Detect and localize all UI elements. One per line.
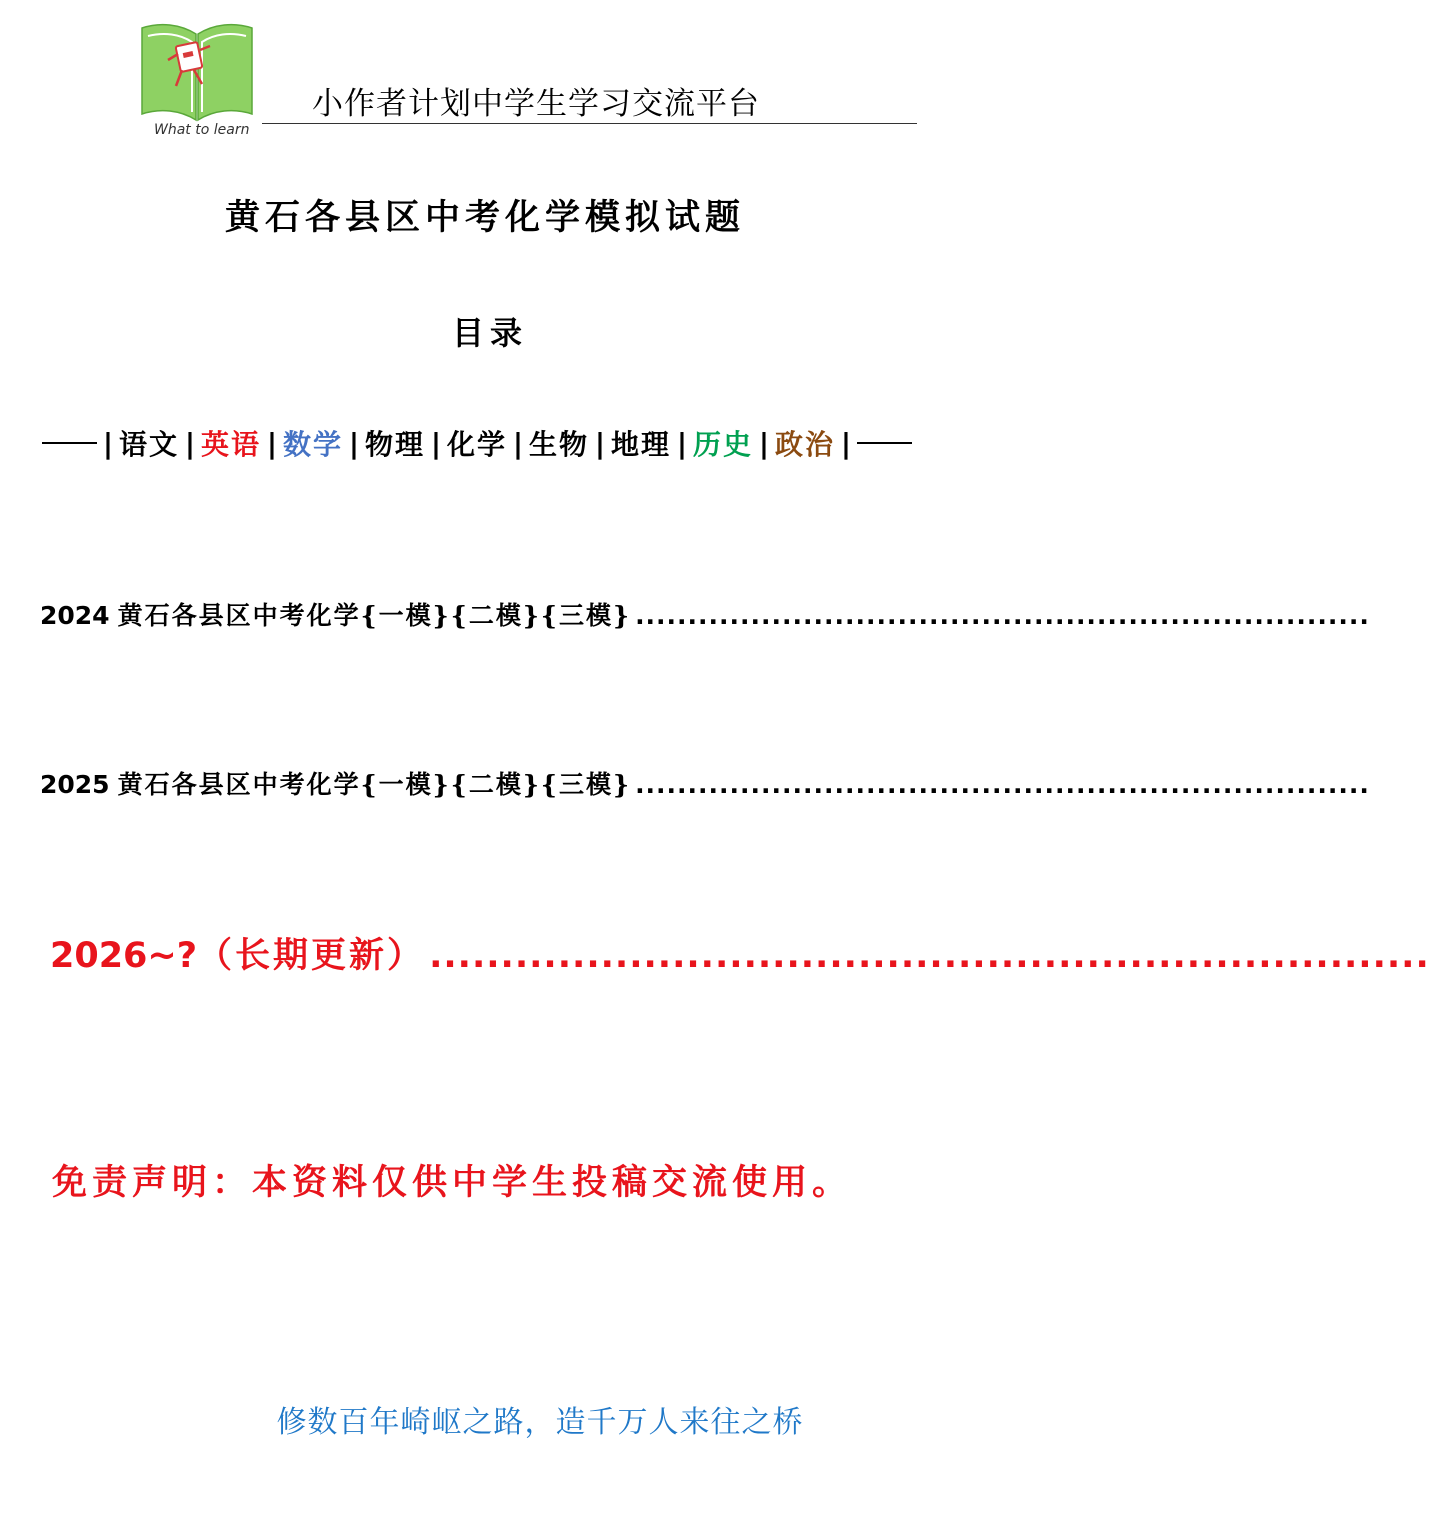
separator: |: [512, 426, 524, 460]
toc-leader-dots: ......................................................................: [635, 770, 1370, 799]
subject-chinese[interactable]: 语文: [118, 428, 179, 461]
platform-name: 小作者计划中学生学习交流平台: [312, 86, 760, 122]
subject-nav: [42, 420, 912, 466]
subject-geography[interactable]: 地理: [610, 428, 671, 461]
toc-leader-dots: ......................................................................: [429, 936, 1430, 976]
right-rule: [857, 442, 912, 444]
disclaimer: 免责声明：本资料仅供中学生投稿交流使用。: [52, 1162, 853, 1203]
separator: |: [184, 426, 196, 460]
left-rule: [42, 442, 97, 444]
logo-caption: What to learn: [154, 122, 250, 138]
separator: |: [594, 426, 606, 460]
footer-motto: 修数百年崎岖之路，造千万人来往之桥: [276, 1405, 804, 1440]
separator: |: [758, 426, 770, 460]
header-divider: [262, 123, 917, 124]
separator: |: [266, 426, 278, 460]
toc-entry-label: 黄石各县区中考化学{一模}{二模}{三模}: [117, 770, 632, 799]
toc-entry-label: （长期更新）: [197, 935, 426, 976]
subject-english[interactable]: 英语: [200, 428, 261, 461]
subject-biology[interactable]: 生物: [528, 428, 589, 461]
subject-math[interactable]: 数学: [282, 428, 343, 461]
toc-entry-2025[interactable]: [40, 765, 1370, 801]
separator: |: [102, 426, 114, 460]
toc-entry-year: 2026~?: [50, 936, 198, 976]
document-title: 黄石各县区中考化学模拟试题: [224, 197, 745, 238]
toc-entry-year: 2025: [40, 770, 110, 799]
separator: |: [676, 426, 688, 460]
logo: [140, 20, 255, 138]
separator: |: [430, 426, 442, 460]
toc-heading: 目录: [451, 314, 528, 352]
subject-chemistry[interactable]: 化学: [446, 428, 507, 461]
toc-leader-dots: ......................................................................: [635, 601, 1370, 630]
subject-physics[interactable]: 物理: [364, 428, 425, 461]
toc-entry-2024[interactable]: [40, 596, 1370, 632]
separator: |: [348, 426, 360, 460]
separator: |: [840, 426, 852, 460]
toc-entry-year: 2024: [40, 601, 110, 630]
toc-entry-future[interactable]: [50, 928, 1430, 978]
subject-politics[interactable]: 政治: [774, 428, 835, 461]
book-logo-icon: [140, 20, 255, 138]
toc-entry-label: 黄石各县区中考化学{一模}{二模}{三模}: [117, 601, 632, 630]
subject-history[interactable]: 历史: [692, 428, 753, 461]
